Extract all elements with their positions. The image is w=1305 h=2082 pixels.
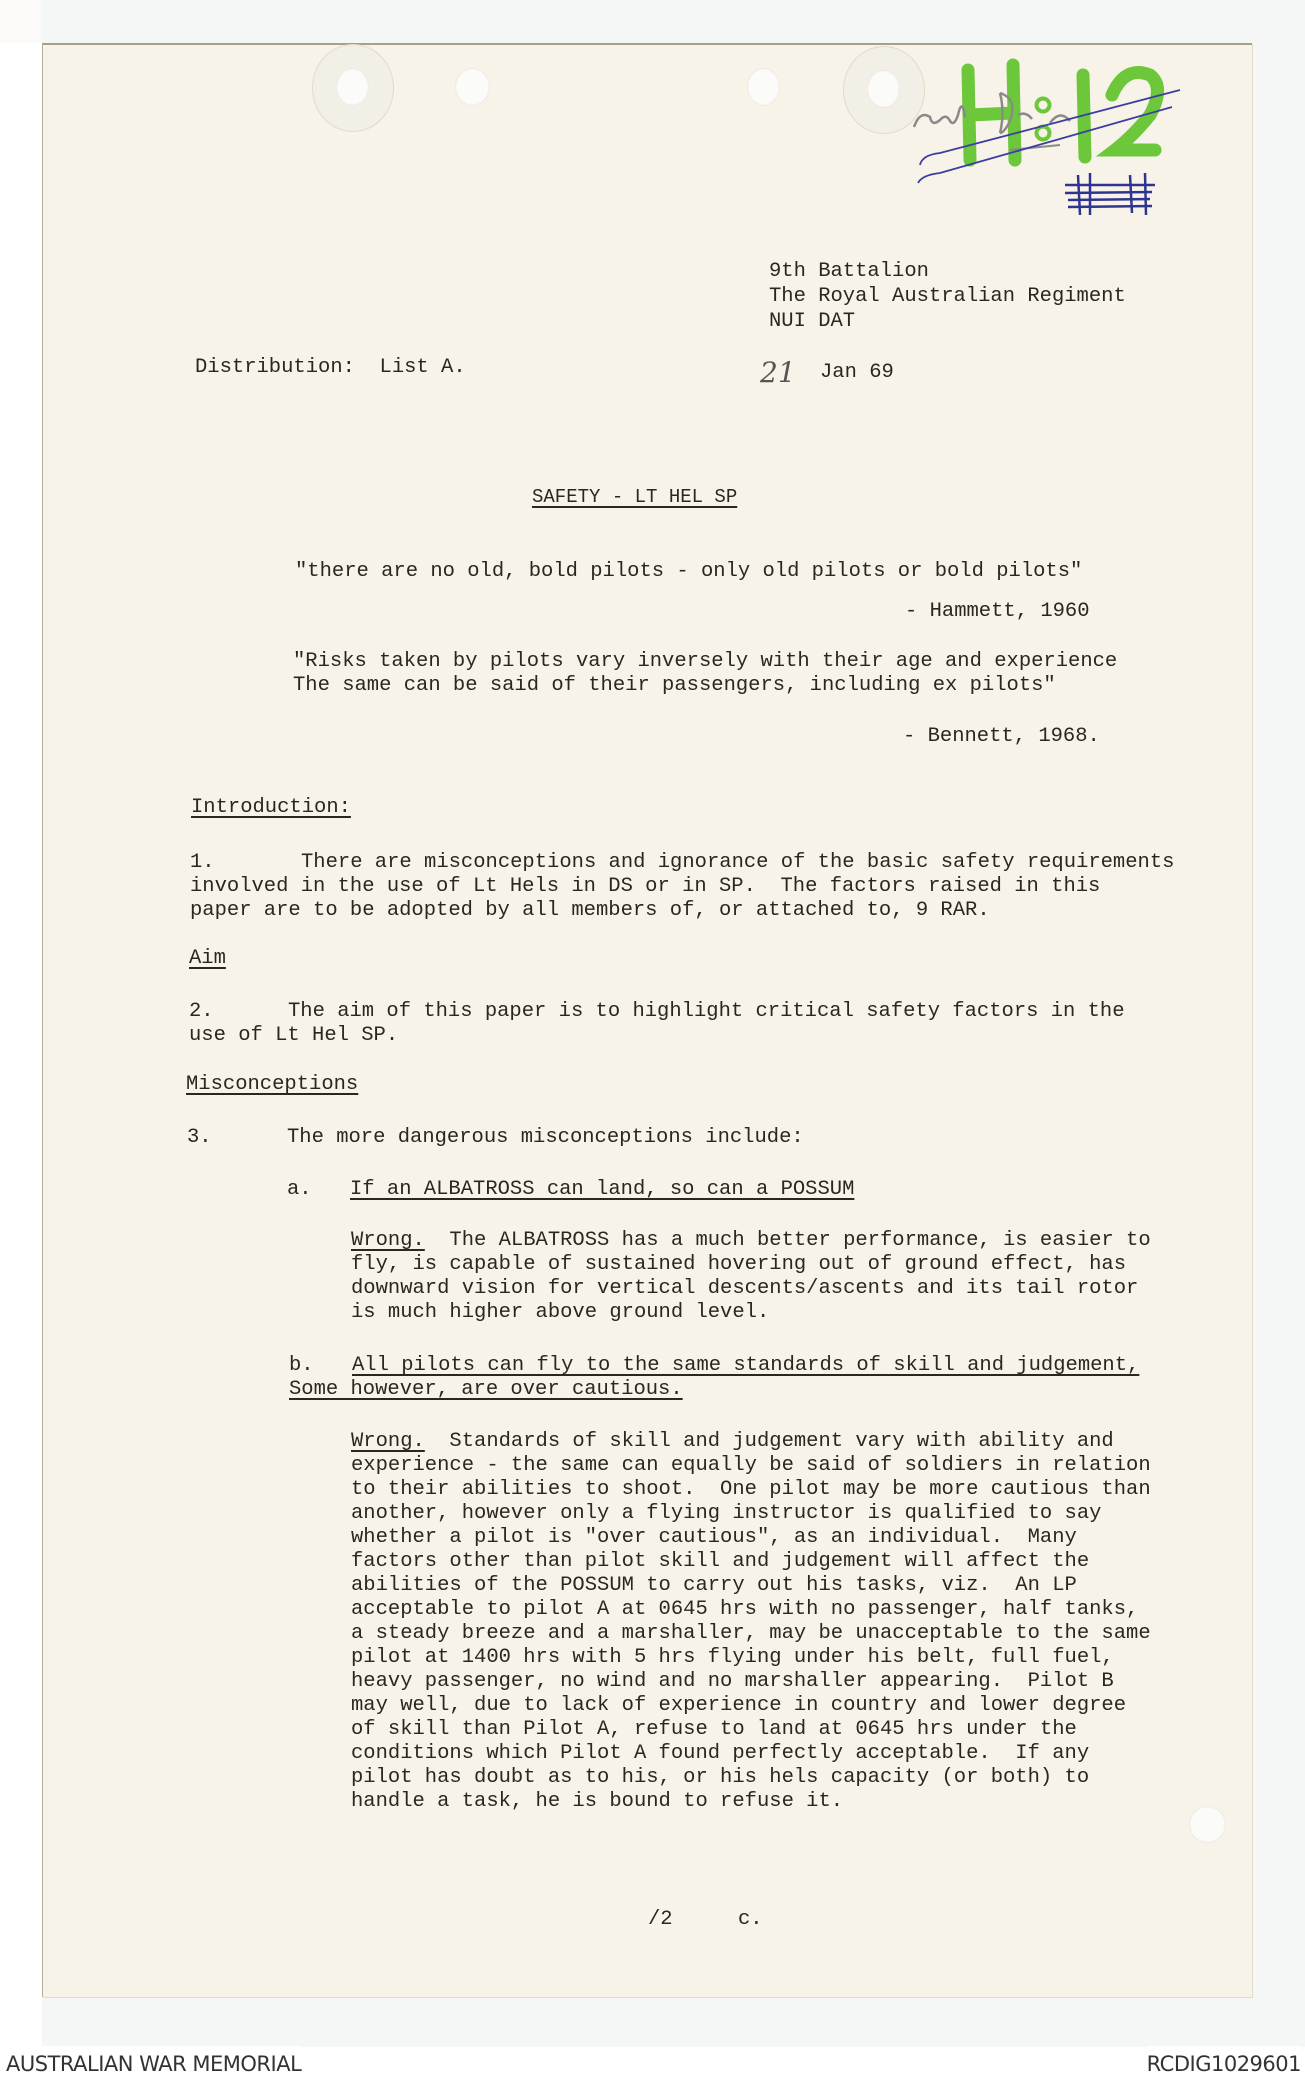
paragraph-line: pilot at 1400 hrs with 5 hrs flying under his belt, full fuel, [351,1646,1114,1669]
quote-2-attribution: - Bennett, 1968. [903,725,1100,748]
paragraph-line: paper are to be adopted by all members of, or attached to, 9 RAR. [190,899,990,922]
paragraph-line: abilities of the POSSUM to carry out his tasks, viz. An LP [351,1574,1077,1597]
punch-hole [455,68,490,106]
wrong-paragraph-first-line [351,1229,1151,1253]
paragraph-line: handle a task, he is bound to refuse it. [351,1790,844,1813]
archive-footer-record-id: RCDIG1029601 [1147,2046,1301,2082]
paragraph-line-text: The ALBATROSS has a much better performance, is easier to [424,1229,1151,1252]
misconception-heading: Some however, are over cautious. [289,1378,683,1401]
unit-name: 9th Battalion [769,260,929,283]
item-letter: a. [287,1178,312,1201]
paragraph-line: conditions which Pilot A found perfectly acceptable. If any [351,1742,1090,1765]
paragraph-line: downward vision for vertical descents/ascents and its tail rotor [351,1277,1139,1300]
section-heading-misconceptions: Misconceptions [186,1073,359,1096]
continuation-marker: c. [738,1908,763,1931]
quote-2-line: The same can be said of their passengers, including ex pilots" [293,674,1056,697]
regiment-name: The Royal Australian Regiment [769,285,1126,308]
paragraph-line: may well, due to lack of experience in country and lower degree [351,1694,1127,1717]
wrong-paragraph-first-line [351,1430,1114,1454]
paragraph-line: experience - the same can equally be said of soldiers in relation [351,1454,1151,1477]
paragraph-line: acceptable to pilot A at 0645 hrs with no passenger, half tanks, [351,1598,1139,1621]
paragraph-line: pilot has doubt as to his, or his hels capacity (or both) to [351,1766,1090,1789]
page-reference: /2 [648,1908,673,1931]
paragraph-line: use of Lt Hel SP. [189,1024,399,1047]
paragraph-line: involved in the use of Lt Hels in DS or in SP. The factors raised in this [190,875,1101,898]
paragraph-number: 3. [187,1126,212,1149]
quote-1-line: "there are no old, bold pilots - only old pilots or bold pilots" [295,560,1083,583]
section-heading-introduction: Introduction: [191,796,351,819]
wrong-label: Wrong. [351,1430,425,1453]
archive-footer-institution: AUSTRALIAN WAR MEMORIAL [6,2046,301,2082]
paragraph-line: a steady breeze and a marshaller, may be unacceptable to the same [351,1622,1151,1645]
paragraph-line: factors other than pilot skill and judgement will affect the [351,1550,1090,1573]
file-mark-H12-icon [900,55,1200,225]
distribution-line: Distribution: List A. [195,356,466,379]
paragraph-line: There are misconceptions and ignorance of the basic safety requirements [301,851,1175,874]
handwritten-date-day: 21 [760,356,796,389]
punch-hole [336,68,369,106]
quote-1-attribution: - Hammett, 1960 [905,600,1090,623]
quote-2-line: "Risks taken by pilots vary inversely with their age and experience [293,650,1118,673]
paragraph-line: The aim of this paper is to highlight critical safety factors in the [288,1000,1125,1023]
paragraph-line: to their abilities to shoot. One pilot may be more cautious than [351,1478,1151,1501]
punch-hole [867,70,900,108]
paragraph-line: another, however only a flying instructor is qualified to say [351,1502,1102,1525]
document-title: SAFETY - LT HEL SP [532,486,738,508]
misconception-heading: All pilots can fly to the same standards of skill and judgement, [352,1354,1140,1377]
paragraph-line: The more dangerous misconceptions include: [287,1126,804,1149]
location: NUI DAT [769,310,856,333]
paragraph-line: of skill than Pilot A, refuse to land at 0645 hrs under the [351,1718,1077,1741]
paragraph-number: 1. [190,851,215,874]
paragraph-line: fly, is capable of sustained hovering out of ground effect, has [351,1253,1127,1276]
wrong-label: Wrong. [351,1229,425,1252]
paragraph-line: whether a pilot is "over cautious", as an individual. Many [351,1526,1077,1549]
paragraph-number: 2. [189,1000,214,1023]
date-month-year: Jan 69 [820,361,894,384]
punch-hole [747,68,780,106]
paragraph-line: is much higher above ground level. [351,1301,770,1324]
section-heading-aim: Aim [189,947,226,970]
paragraph-line: heavy passenger, no wind and no marshaller appearing. Pilot B [351,1670,1114,1693]
item-letter: b. [289,1354,314,1377]
punch-hole [1189,1806,1226,1843]
paragraph-line-text: Standards of skill and judgement vary with ability and [424,1430,1114,1453]
misconception-heading: If an ALBATROSS can land, so can a POSSUM [350,1178,855,1201]
